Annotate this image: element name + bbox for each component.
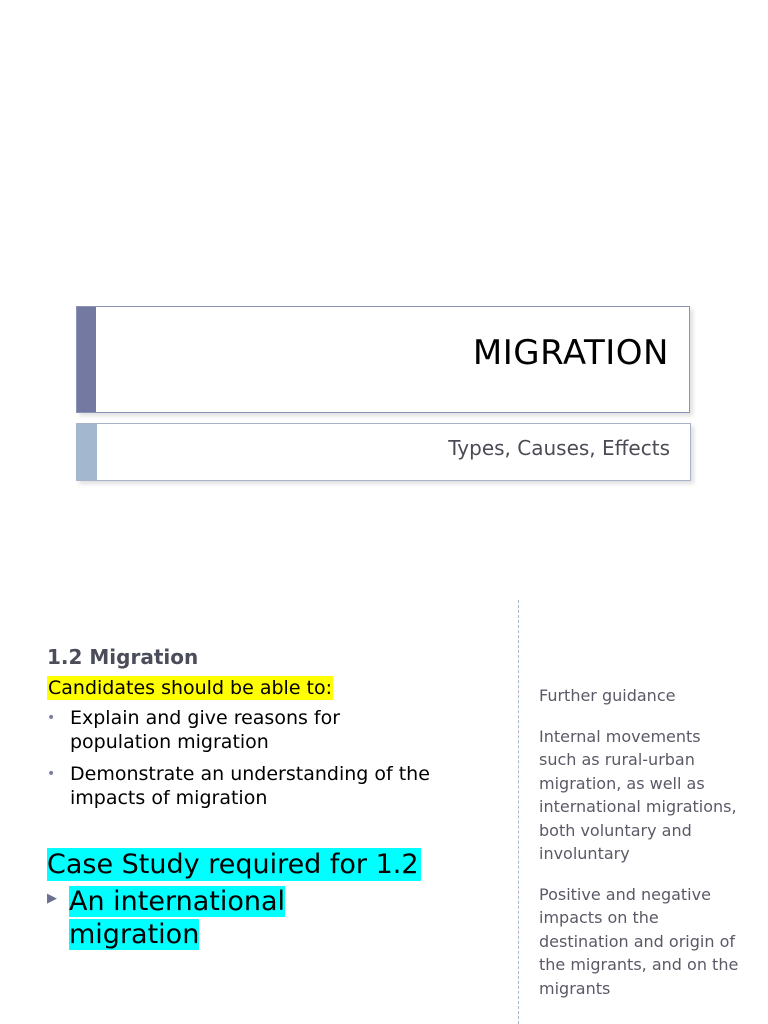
case-study-title: Case Study required for 1.2: [47, 849, 419, 880]
case-study-item-label: An international migration: [69, 886, 286, 950]
guidance-paragraph: Positive and negative impacts on the destination and origin of the migrants, and on the migrants: [539, 884, 739, 998]
triangle-bullet-icon: ▶: [47, 891, 57, 906]
bullet-icon: •: [47, 710, 56, 726]
list-item-text: Explain and give reasons for population migration: [70, 707, 341, 753]
list-item: [47, 762, 437, 810]
column-divider: [518, 600, 519, 1024]
slide-title: MIGRATION: [472, 333, 669, 373]
candidates-intro: Candidates should be able to:: [48, 677, 333, 699]
guidance-paragraph: Internal movements such as rural-urban migration, as well as international migrations, both voluntary and involuntary: [539, 726, 737, 863]
list-item-text: Demonstrate an understanding of the impacts of migration: [70, 763, 430, 809]
list-item: [47, 706, 437, 754]
title-accent-bar: [77, 307, 96, 412]
bullet-icon: •: [47, 766, 56, 782]
objectives-list: [47, 706, 437, 818]
slide-subtitle: Types, Causes, Effects: [448, 436, 670, 460]
subtitle-box: [76, 423, 691, 481]
subtitle-accent-bar: [77, 424, 97, 480]
case-study-item-text: [69, 885, 347, 951]
further-guidance: [539, 684, 739, 1017]
guidance-heading: Further guidance: [539, 686, 676, 705]
title-box: [76, 306, 690, 413]
section-heading: 1.2 Migration: [47, 645, 199, 669]
